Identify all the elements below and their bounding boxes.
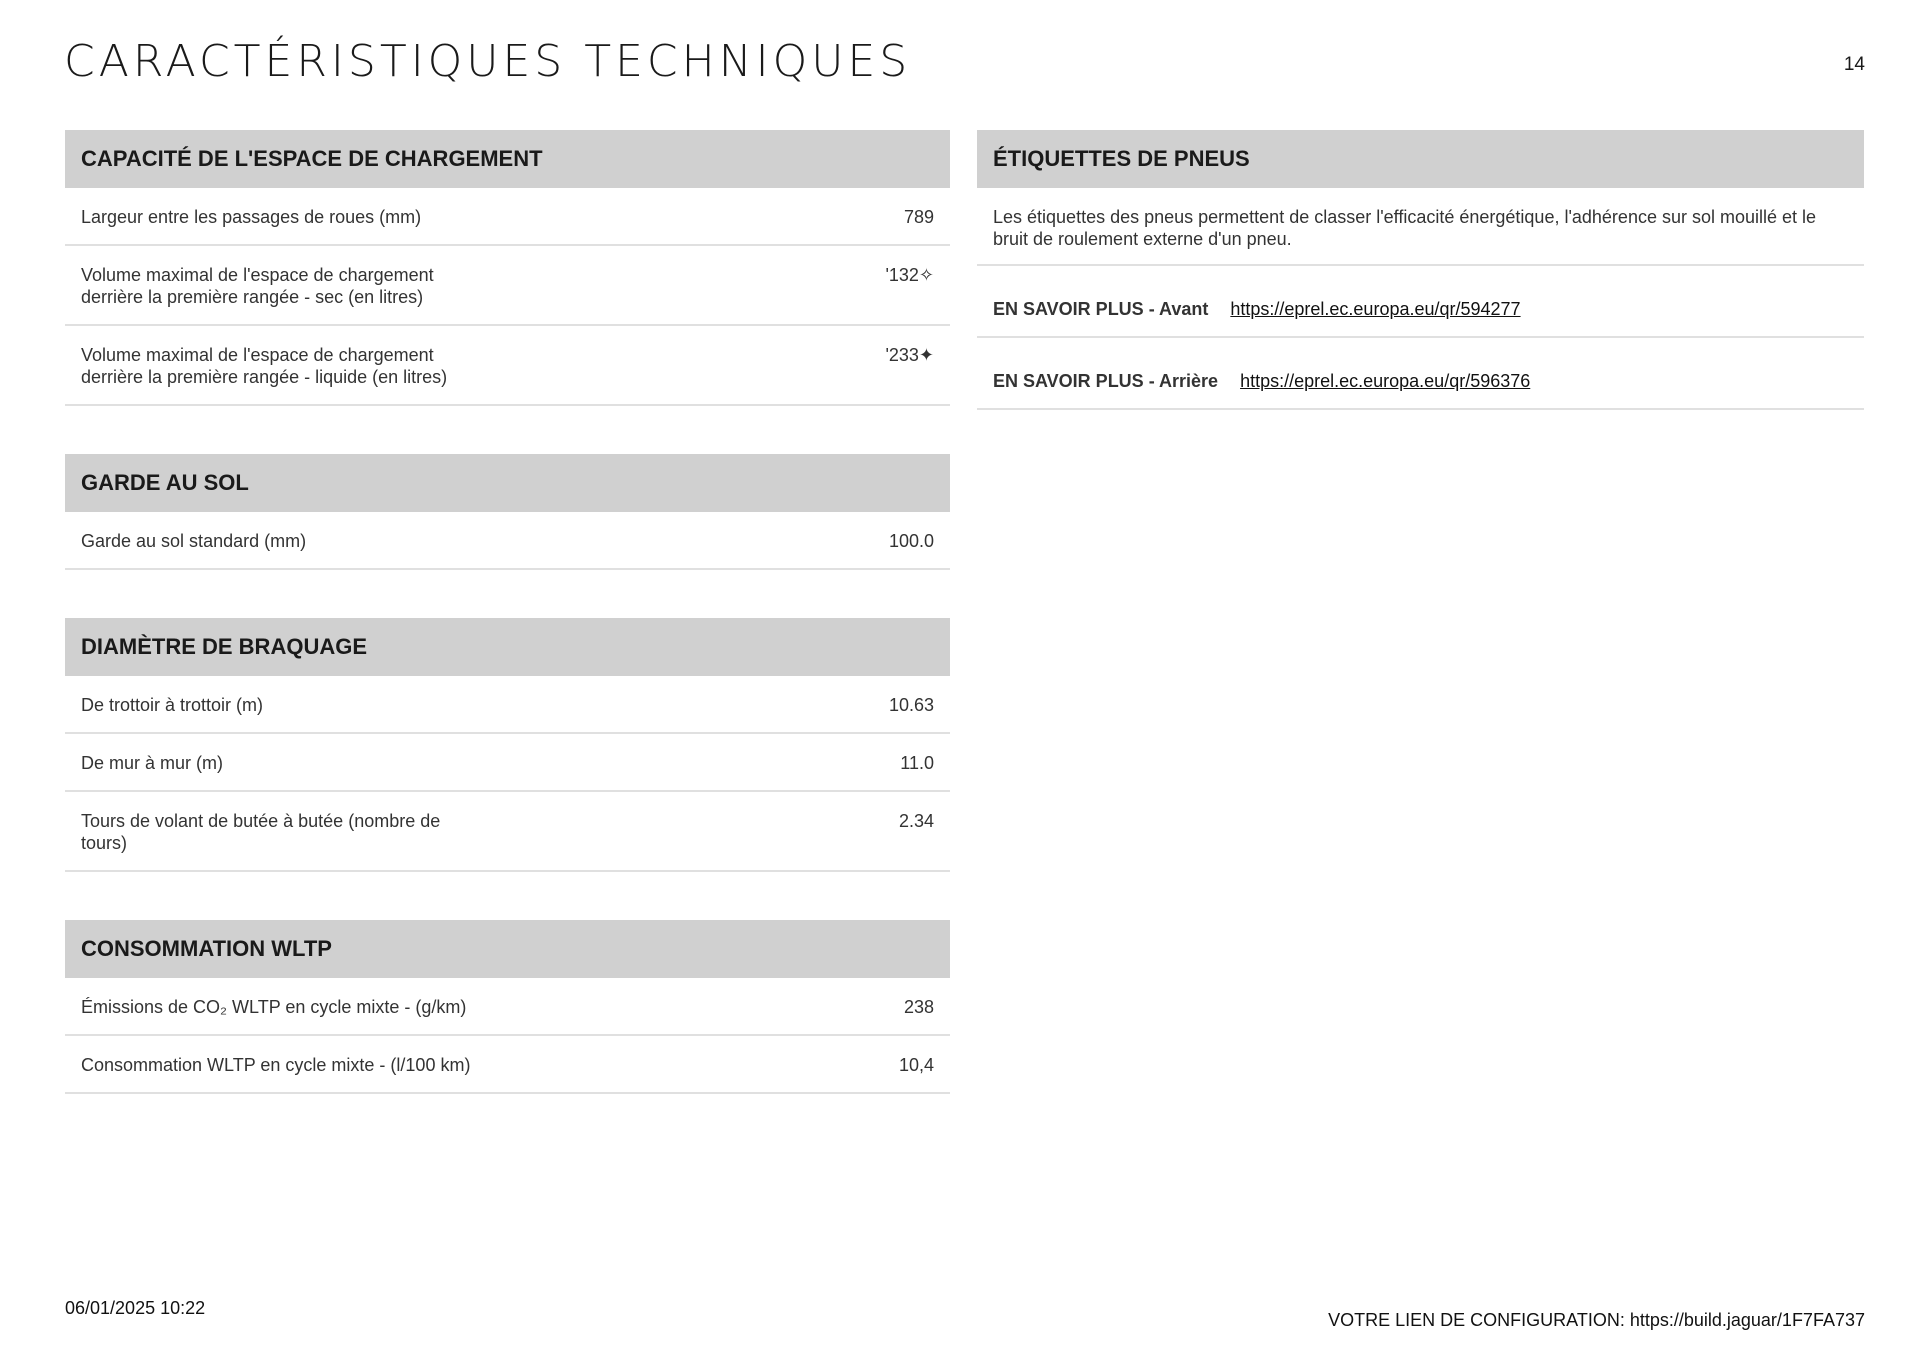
footer-config-link: VOTRE LIEN DE CONFIGURATION: https://build.jaguar/1F7FA737	[1328, 1310, 1865, 1330]
spec-row	[65, 188, 950, 246]
spec-row	[65, 676, 950, 734]
section-cargo-capacity	[65, 130, 950, 406]
section-header: DIAMÈTRE DE BRAQUAGE	[65, 618, 950, 676]
eprel-front-link[interactable]: https://eprel.ec.europa.eu/qr/594277	[1230, 299, 1521, 319]
section-header: ÉTIQUETTES DE PNEUS	[977, 130, 1864, 188]
spec-value: 11.0	[900, 753, 934, 773]
footer-date: 06/01/2025 10:22	[65, 1298, 206, 1318]
page-title: CARACTÉRISTIQUES TECHNIQUES	[64, 36, 912, 87]
spec-value: 10.63	[888, 695, 934, 715]
spec-label: De mur à mur (m)	[81, 753, 224, 773]
tyre-labels-description: Les étiquettes des pneus permettent de classer l'efficacité énergétique, l'adhérence sur sol mouillé et le bruit de roulement externe d'un pneu.	[977, 188, 1864, 266]
spec-label: Largeur entre les passages de roues (mm)	[81, 207, 422, 227]
section-ground-clearance	[65, 454, 950, 570]
section-header: GARDE AU SOL	[65, 454, 950, 512]
link-row-rear	[977, 338, 1864, 410]
right-column	[977, 130, 1864, 458]
spec-value: '233✦	[885, 345, 934, 365]
spec-row	[65, 512, 950, 570]
spec-label: Consommation WLTP en cycle mixte - (l/100 km)	[81, 1055, 471, 1075]
spec-row	[65, 734, 950, 792]
spec-value: 2.34	[898, 811, 934, 831]
spec-label: Volume maximal de l'espace de chargement derrière la première rangée - liquide (en litres)	[81, 345, 448, 387]
spec-row	[65, 792, 950, 872]
spec-row	[65, 326, 950, 406]
spec-label: Volume maximal de l'espace de chargement derrière la première rangée - sec (en litres)	[81, 265, 434, 307]
eprel-rear-link[interactable]: https://eprel.ec.europa.eu/qr/596376	[1240, 371, 1531, 391]
spec-value: '132✧	[885, 265, 934, 285]
spec-label: Émissions de CO₂ WLTP en cycle mixte - (g/km)	[81, 997, 467, 1017]
page-number: 14	[1843, 54, 1865, 75]
spec-value: 789	[903, 207, 934, 227]
link-row-front	[977, 266, 1864, 338]
section-header: CONSOMMATION WLTP	[65, 920, 950, 978]
section-header: CAPACITÉ DE L'ESPACE DE CHARGEMENT	[65, 130, 950, 188]
link-label: EN SAVOIR PLUS - Avant	[993, 299, 1209, 319]
spec-label: Garde au sol standard (mm)	[81, 531, 307, 551]
spec-label: De trottoir à trottoir (m)	[81, 695, 264, 715]
spec-value: 10,4	[898, 1055, 934, 1075]
link-label: EN SAVOIR PLUS - Arrière	[993, 371, 1219, 391]
spec-row	[65, 978, 950, 1036]
spec-row	[65, 1036, 950, 1094]
spec-label: Tours de volant de butée à butée (nombre de tours)	[81, 811, 441, 853]
spec-value: 100.0	[888, 531, 934, 551]
section-wltp-consumption	[65, 920, 950, 1094]
spec-row	[65, 246, 950, 326]
section-tyre-labels	[977, 130, 1864, 410]
section-turning-diameter	[65, 618, 950, 872]
spec-value: 238	[903, 997, 934, 1017]
left-column	[65, 130, 950, 1142]
